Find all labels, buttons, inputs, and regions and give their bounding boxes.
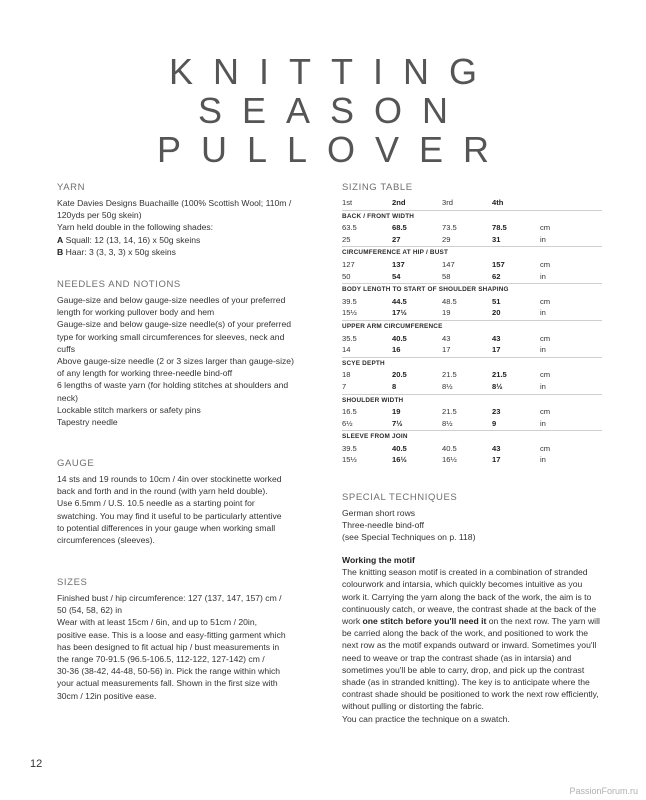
technique-reference: (see Special Techniques on p. 118)	[342, 532, 476, 543]
size-value-cell: 43	[492, 443, 501, 453]
size-value-cell: 40.5	[442, 443, 457, 453]
sizing-section-label: BODY LENGTH TO START OF SHOULDER SHAPING	[342, 283, 602, 296]
gauge-body	[57, 473, 319, 546]
size-col-header: 1st	[342, 198, 353, 207]
size-value-cell: 78.5	[492, 223, 507, 233]
size-value-cell: 21.5	[492, 370, 507, 380]
shade-a-text: Squall: 12 (13, 14, 16) x 50g skeins	[63, 234, 201, 245]
size-value-cell: 68.5	[392, 223, 407, 233]
motif-closing: You can practice the technique on a swatch.	[342, 713, 510, 724]
sizing-row	[342, 381, 602, 393]
sizing-row	[342, 344, 602, 356]
needles-line: of any length for working three-needle bind-off	[57, 368, 233, 379]
size-value-cell: 16½	[392, 455, 407, 465]
page-number: 12	[30, 758, 43, 770]
size-value-cell: 21.5	[442, 407, 457, 417]
size-value-cell: 73.5	[442, 223, 457, 233]
sizing-section-label: BACK / FRONT WIDTH	[342, 210, 602, 223]
shade-b-label: B	[57, 246, 64, 257]
yarn-section	[57, 182, 319, 258]
size-value-cell: 127	[342, 259, 355, 269]
size-value-cell: 8	[392, 381, 397, 391]
gauge-section	[57, 458, 319, 546]
size-value-cell: 17	[492, 455, 501, 465]
title-line-2: SEASON	[197, 90, 469, 131]
size-value-cell: 8½	[442, 381, 453, 391]
sizing-table-body	[342, 197, 602, 466]
gauge-line: Use 6.5mm / U.S. 10.5 needle as a starting point for	[57, 498, 255, 509]
unit-cell: in	[540, 381, 546, 391]
sizes-line: 30cm / 12in positive ease.	[57, 690, 157, 701]
size-value-cell: 63.5	[342, 223, 357, 233]
needles-line: Tapestry needle	[57, 417, 118, 428]
page-title	[0, 52, 646, 169]
size-value-cell: 16½	[442, 455, 457, 465]
sizing-section-label: SLEEVE FROM JOIN	[342, 430, 602, 443]
sizing-row	[342, 307, 602, 319]
needles-line: Gauge-size and below gauge-size needles of your preferred	[57, 295, 286, 305]
special-techniques-body	[342, 507, 602, 544]
size-value-cell: 35.5	[342, 333, 357, 343]
sizing-table-heading: SIZING TABLE	[342, 182, 413, 193]
needles-line: neck)	[57, 392, 79, 403]
size-value-cell: 16.5	[342, 407, 357, 417]
size-value-cell: 17	[492, 345, 501, 355]
sizes-line: the range 70-91.5 (96.5-106.5, 112-122, 127-142) cm /	[57, 654, 265, 665]
sizing-section-label: CIRCUMFERENCE AT HIP / BUST	[342, 246, 602, 259]
size-value-cell: 9	[492, 418, 497, 428]
size-col-header: 3rd	[442, 198, 453, 207]
title-line-1: KNITTING	[169, 51, 497, 92]
sizes-line: Finished bust / hip circumference: 127 (137, 147, 157) cm /	[57, 593, 282, 603]
sizes-line: Wear with at least 15cm / 6in, and up to 51cm / 20in,	[57, 617, 257, 628]
size-value-cell: 48.5	[442, 296, 457, 306]
size-value-cell: 7	[342, 381, 347, 391]
motif-text: on the next row. The yarn will be carried along the back of the work, and positioned to work the next row as the motif expands outward or inward. Sometimes you'll need to weave or trap the contrast shade (as in intarsia) and sometimes you'll be able to carry, drop, and pick up the contrast shade (as in stranded knitting). The key is to anticipate where the contrast shade should be positioned to work the next row efficiently, without pulling or distorting the fabric.	[342, 616, 600, 712]
unit-cell: cm	[540, 259, 551, 269]
yarn-body	[57, 197, 319, 258]
sizing-row	[342, 259, 602, 271]
unit-cell: in	[540, 308, 546, 318]
needles-line: type for working small circumferences for sleeves, neck and	[57, 331, 285, 342]
size-value-cell: 19	[442, 308, 451, 318]
size-value-cell: 14	[342, 345, 351, 355]
sizing-section-label: SCYE DEPTH	[342, 357, 602, 370]
gauge-line: circumferences (sleeves).	[57, 535, 155, 546]
size-value-cell: 157	[492, 259, 505, 269]
size-value-cell: 51	[492, 296, 501, 306]
unit-cell: cm	[540, 223, 551, 233]
sizing-section-label: UPPER ARM CIRCUMFERENCE	[342, 320, 602, 333]
technique-item: German short rows	[342, 508, 416, 518]
unit-cell: in	[540, 345, 546, 355]
yarn-heading: YARN	[57, 182, 86, 193]
motif-text: The knitting season motif is created in a combination of stranded colourwork and intarsia, which quickly becomes intuitive as you work it. Carrying the yarn along the back of the work, the aim is to continuously catch, or weave, the contrast shade at the back of the work	[342, 567, 597, 627]
size-column-headers	[342, 197, 602, 209]
sizing-section-label: SHOULDER WIDTH	[342, 394, 602, 407]
sizing-row	[342, 271, 602, 283]
motif-emphasis: one stitch before you'll need it	[362, 616, 487, 627]
size-value-cell: 17	[442, 345, 451, 355]
sizing-row	[342, 296, 602, 308]
needles-line: cuffs	[57, 343, 75, 354]
size-value-cell: 23	[492, 407, 501, 417]
unit-cell: in	[540, 455, 546, 465]
sizing-row	[342, 454, 602, 466]
sizing-row	[342, 443, 602, 455]
size-value-cell: 8½	[442, 418, 453, 428]
unit-cell: cm	[540, 333, 551, 343]
size-value-cell: 25	[342, 234, 351, 244]
needles-line: Lockable stitch markers or safety pins	[57, 404, 201, 415]
special-techniques-heading: SPECIAL TECHNIQUES	[342, 492, 458, 503]
size-value-cell: 16	[392, 345, 401, 355]
size-value-cell: 43	[442, 333, 451, 343]
unit-cell: cm	[540, 296, 551, 306]
sizes-line: has been designed to fit actual hip / bust measurements in	[57, 641, 280, 652]
needles-heading: NEEDLES AND NOTIONS	[57, 279, 181, 290]
sizes-section	[57, 577, 319, 702]
sizes-line: 30-36 (38-42, 44-48, 50-56) in. Pick the range within which	[57, 666, 281, 677]
size-value-cell: 7½	[392, 418, 403, 428]
size-value-cell: 147	[442, 259, 455, 269]
sizes-body	[57, 592, 319, 702]
size-value-cell: 50	[342, 271, 351, 281]
size-value-cell: 17½	[392, 308, 407, 318]
motif-section	[342, 554, 600, 725]
motif-body	[342, 566, 600, 712]
size-value-cell: 19	[392, 407, 401, 417]
size-col-header: 2nd	[392, 198, 406, 207]
size-value-cell: 39.5	[342, 296, 357, 306]
size-value-cell: 58	[442, 271, 451, 281]
yarn-line: Yarn held double in the following shades:	[57, 222, 214, 233]
yarn-line: Kate Davies Designs Buachaille (100% Scottish Wool; 110m /	[57, 198, 292, 208]
sizes-line: positive ease. This is a loose and easy-fitting garment which	[57, 629, 286, 640]
size-value-cell: 15½	[342, 308, 357, 318]
size-value-cell: 62	[492, 271, 501, 281]
needles-line: 6 lengths of waste yarn (for holding stitches at shoulders and	[57, 380, 289, 391]
size-value-cell: 137	[392, 259, 405, 269]
shade-b-text: Haar: 3 (3, 3, 3) x 50g skeins	[63, 246, 176, 257]
sizing-row	[342, 222, 602, 234]
size-value-cell: 44.5	[392, 296, 407, 306]
title-line-3: PULLOVER	[156, 129, 510, 170]
sizing-row	[342, 369, 602, 381]
needles-line: Gauge-size and below gauge-size needle(s) of your preferred	[57, 319, 292, 330]
gauge-heading: GAUGE	[57, 458, 95, 469]
size-col-header: 4th	[492, 198, 504, 207]
size-value-cell: 18	[342, 370, 351, 380]
sizing-row	[342, 406, 602, 418]
unit-cell: in	[540, 271, 546, 281]
needles-line: Above gauge-size needle (2 or 3 sizes larger than gauge-size)	[57, 356, 294, 367]
sizes-line: your actual measurements fall. Shown in the first size with	[57, 678, 278, 689]
size-value-cell: 15½	[342, 455, 357, 465]
size-value-cell: 40.5	[392, 443, 407, 453]
size-value-cell: 40.5	[392, 333, 407, 343]
needles-line: length for working pullover body and hem	[57, 307, 215, 318]
size-value-cell: 20.5	[392, 370, 407, 380]
shade-a-label: A	[57, 234, 64, 245]
size-value-cell: 31	[492, 234, 501, 244]
size-value-cell: 27	[392, 234, 401, 244]
gauge-line: back and forth and in the round (with yarn held double).	[57, 486, 268, 497]
size-value-cell: 6½	[342, 418, 353, 428]
unit-cell: in	[540, 234, 546, 244]
gauge-line: 14 sts and 19 rounds to 10cm / 4in over stockinette worked	[57, 474, 282, 484]
sizes-heading: SIZES	[57, 577, 88, 588]
sizing-row	[342, 418, 602, 430]
size-value-cell: 8½	[492, 381, 503, 391]
right-column	[342, 182, 602, 724]
technique-item: Three-needle bind-off	[342, 520, 425, 531]
gauge-line: swatching. You may find it useful to be particularly attentive	[57, 510, 282, 521]
size-value-cell: 21.5	[442, 370, 457, 380]
size-value-cell: 20	[492, 308, 501, 318]
watermark: PassionForum.ru	[569, 786, 638, 796]
motif-heading: Working the motif	[342, 555, 415, 565]
unit-cell: cm	[540, 370, 551, 380]
needles-body	[57, 294, 319, 428]
size-value-cell: 29	[442, 234, 451, 244]
gauge-line: to potential differences in your gauge when working small	[57, 522, 276, 533]
needles-section	[57, 279, 319, 428]
sizing-row	[342, 333, 602, 345]
special-techniques-section	[342, 492, 602, 544]
unit-cell: cm	[540, 407, 551, 417]
yarn-line: 120yds per 50g skein)	[57, 210, 142, 221]
size-value-cell: 54	[392, 271, 401, 281]
sizes-line: 50 (54, 58, 62) in	[57, 605, 122, 616]
size-value-cell: 43	[492, 333, 501, 343]
sizing-row	[342, 234, 602, 246]
sizing-table	[342, 182, 602, 466]
size-value-cell: 39.5	[342, 443, 357, 453]
unit-cell: cm	[540, 443, 551, 453]
unit-cell: in	[540, 418, 546, 428]
